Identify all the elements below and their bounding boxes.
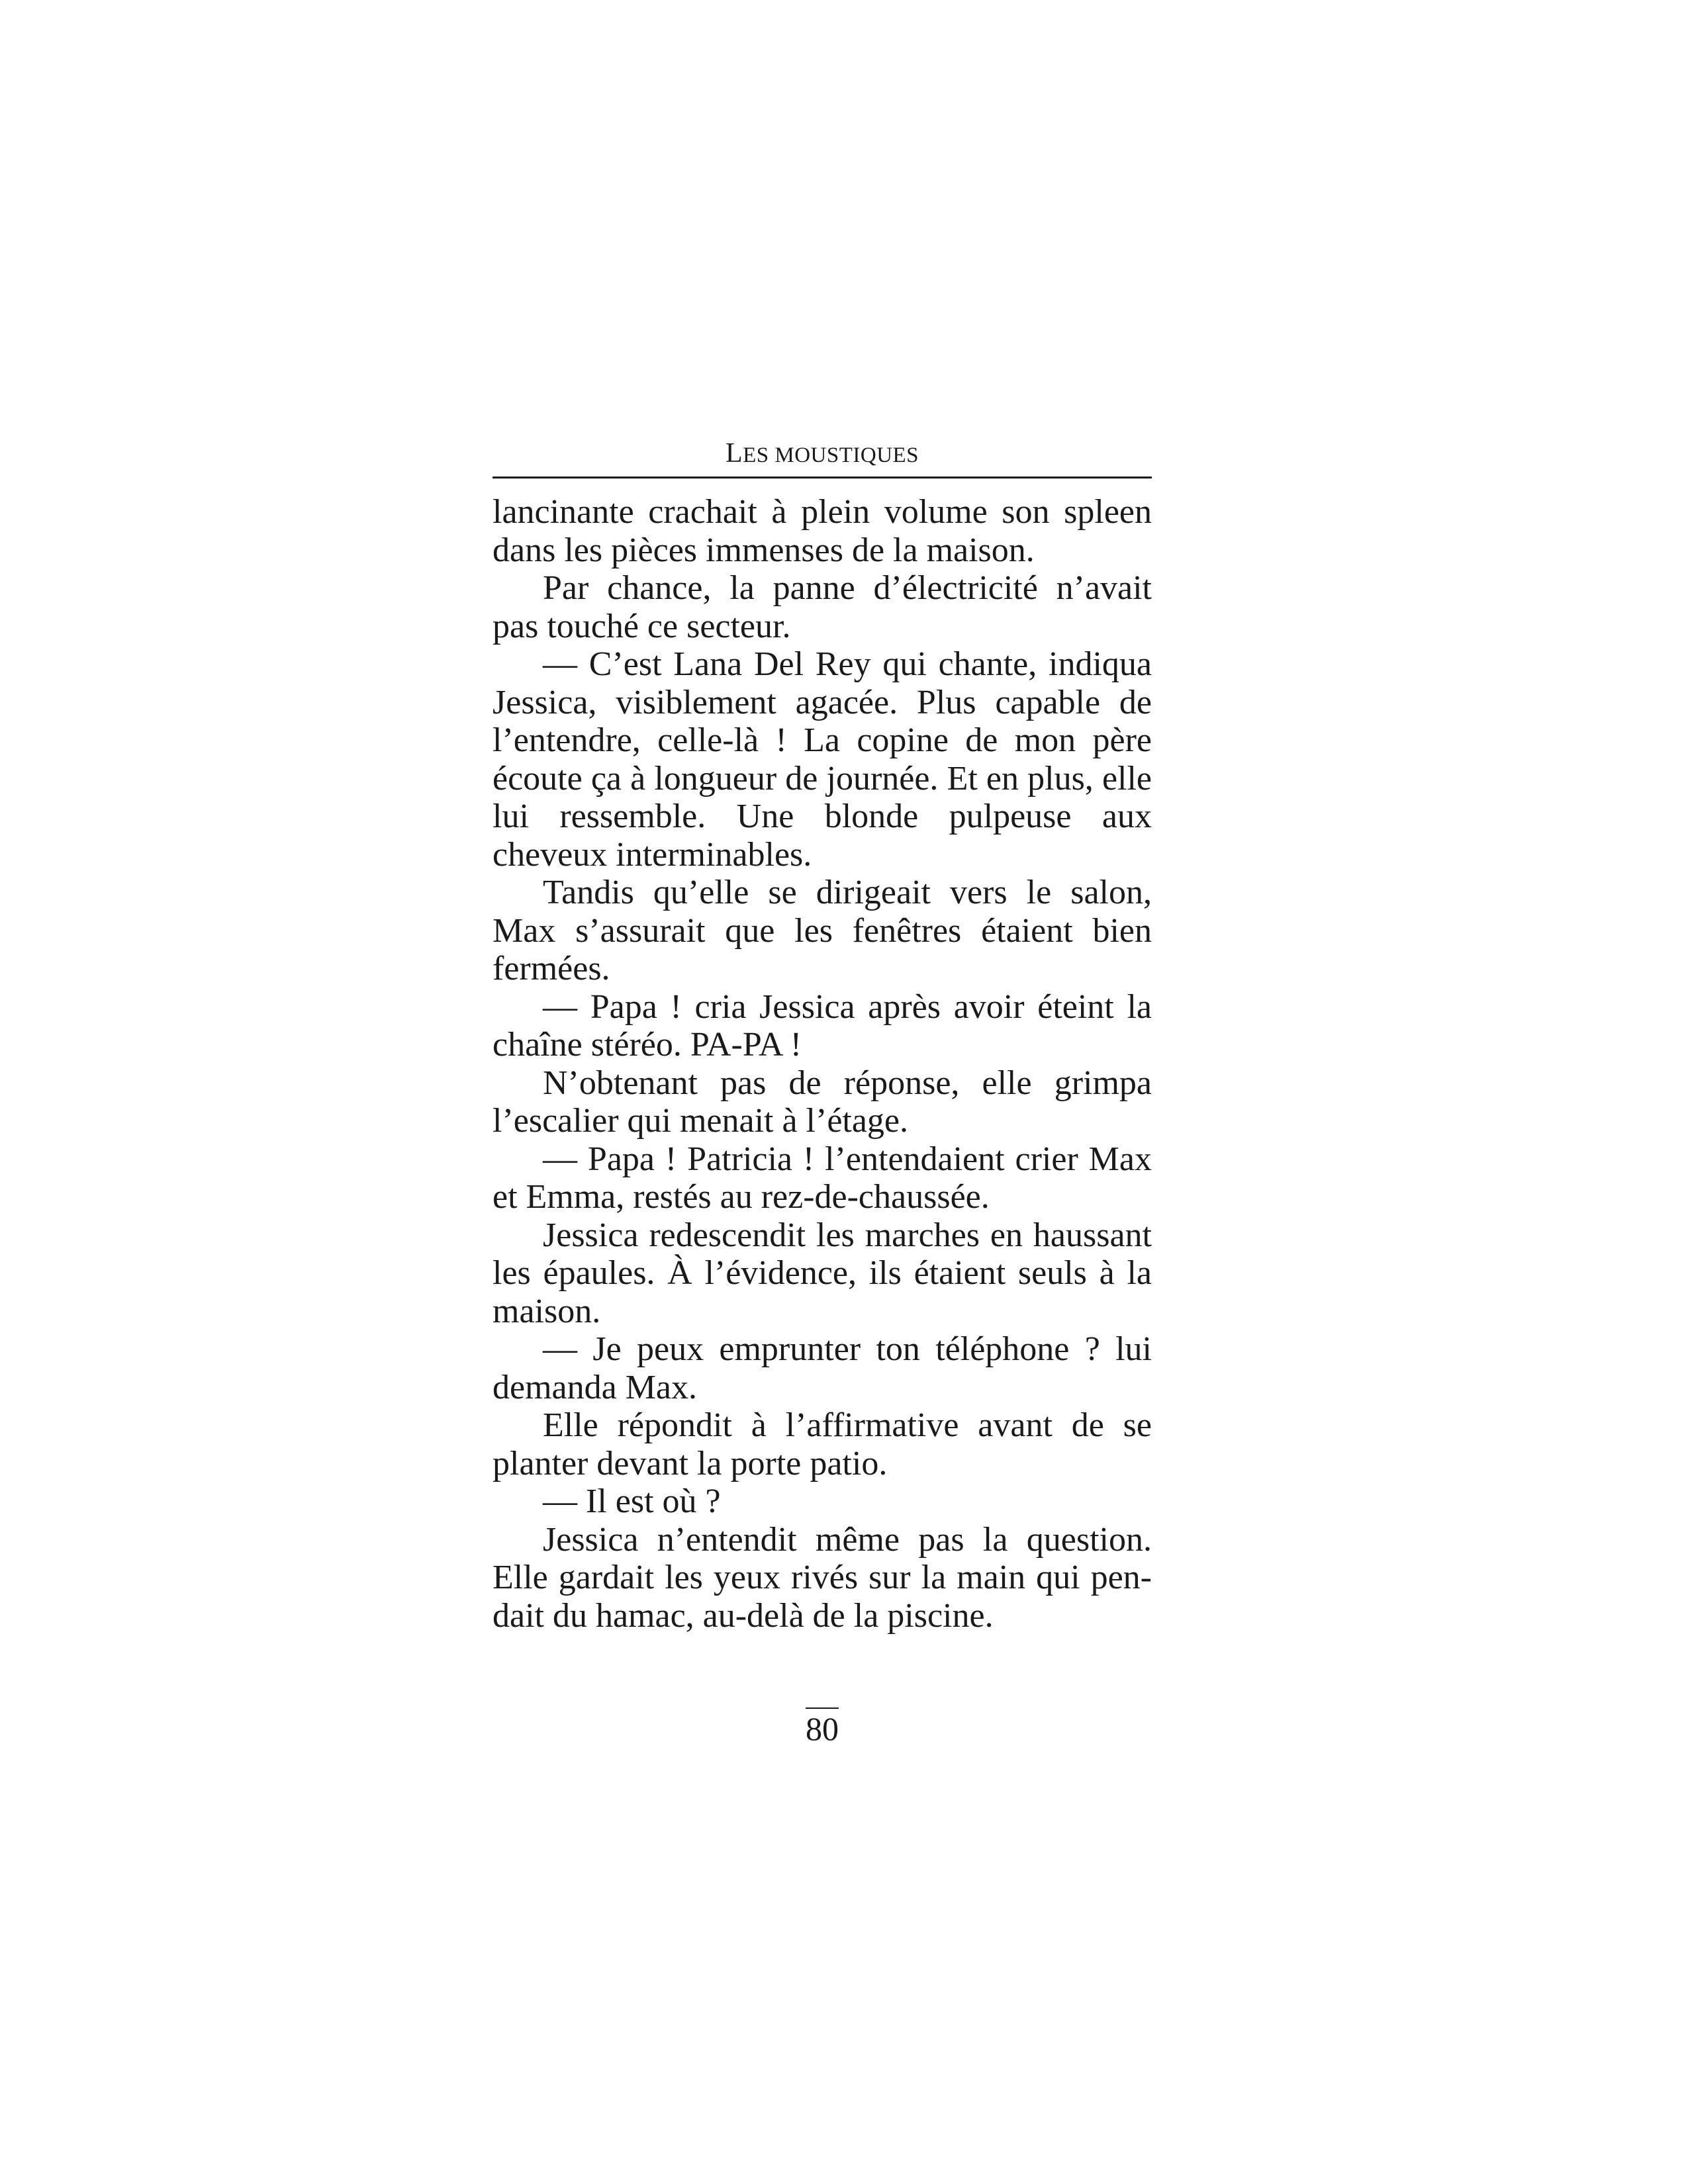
paragraph: — Il est où ? — [543, 1482, 721, 1520]
book-page — [492, 437, 1152, 1747]
page-number-text: 80 — [806, 1707, 839, 1747]
paragraph: — C’est Lana Del Rey qui chante, indiqua Jessica, visiblement agacée. Plus capable de l’entendre, celle-là ! La copine de mon père écoute ça à longueur de journée. Et en plus, elle lui ressemble. Une blonde pulpeuse aux cheveux interminables. — [492, 645, 1152, 874]
paragraph: Tandis qu’elle se dirigeait vers le salon, Max s’assurait que les fenêtres étaient bien fermées. — [492, 874, 1152, 987]
running-head — [492, 437, 1152, 474]
paragraph: — Je peux emprunter ton téléphone ? lui demanda Max. — [492, 1330, 1152, 1406]
paragraph: — Papa ! cria Jessica après avoir éteint la chaîne stéréo. PA-PA ! — [492, 987, 1152, 1064]
paragraph: Par chance, la panne d’électricité n’avait pas touché ce secteur. — [492, 569, 1152, 645]
running-head-title: ES MOUSTIQUES — [743, 443, 919, 467]
running-head-initial: L — [725, 438, 743, 469]
header-rule — [492, 477, 1152, 478]
body-text — [492, 493, 1152, 1635]
paragraph: lancinante crachait à plein volume son spleen dans les pièces immenses de la maison. — [492, 493, 1152, 569]
paragraph: Jessica redescendit les marches en haussant les épaules. À l’évidence, ils étaient seuls à la maison. — [492, 1216, 1152, 1330]
paragraph: Elle répondit à l’affirmative avant de se planter devant la porte patio. — [492, 1406, 1152, 1482]
page-number — [492, 1707, 1152, 1747]
paragraph: N’obtenant pas de réponse, elle grimpa l’escalier qui menait à l’étage. — [492, 1064, 1152, 1140]
paragraph: Jessica n’entendit même pas la question. Elle gardait les yeux rivés sur la main qui pen-dait du hamac, au-delà de la piscine. — [492, 1520, 1152, 1635]
paragraph: — Papa ! Patricia ! l’entendaient crier Max et Emma, restés au rez-de-chaussée. — [492, 1140, 1152, 1216]
